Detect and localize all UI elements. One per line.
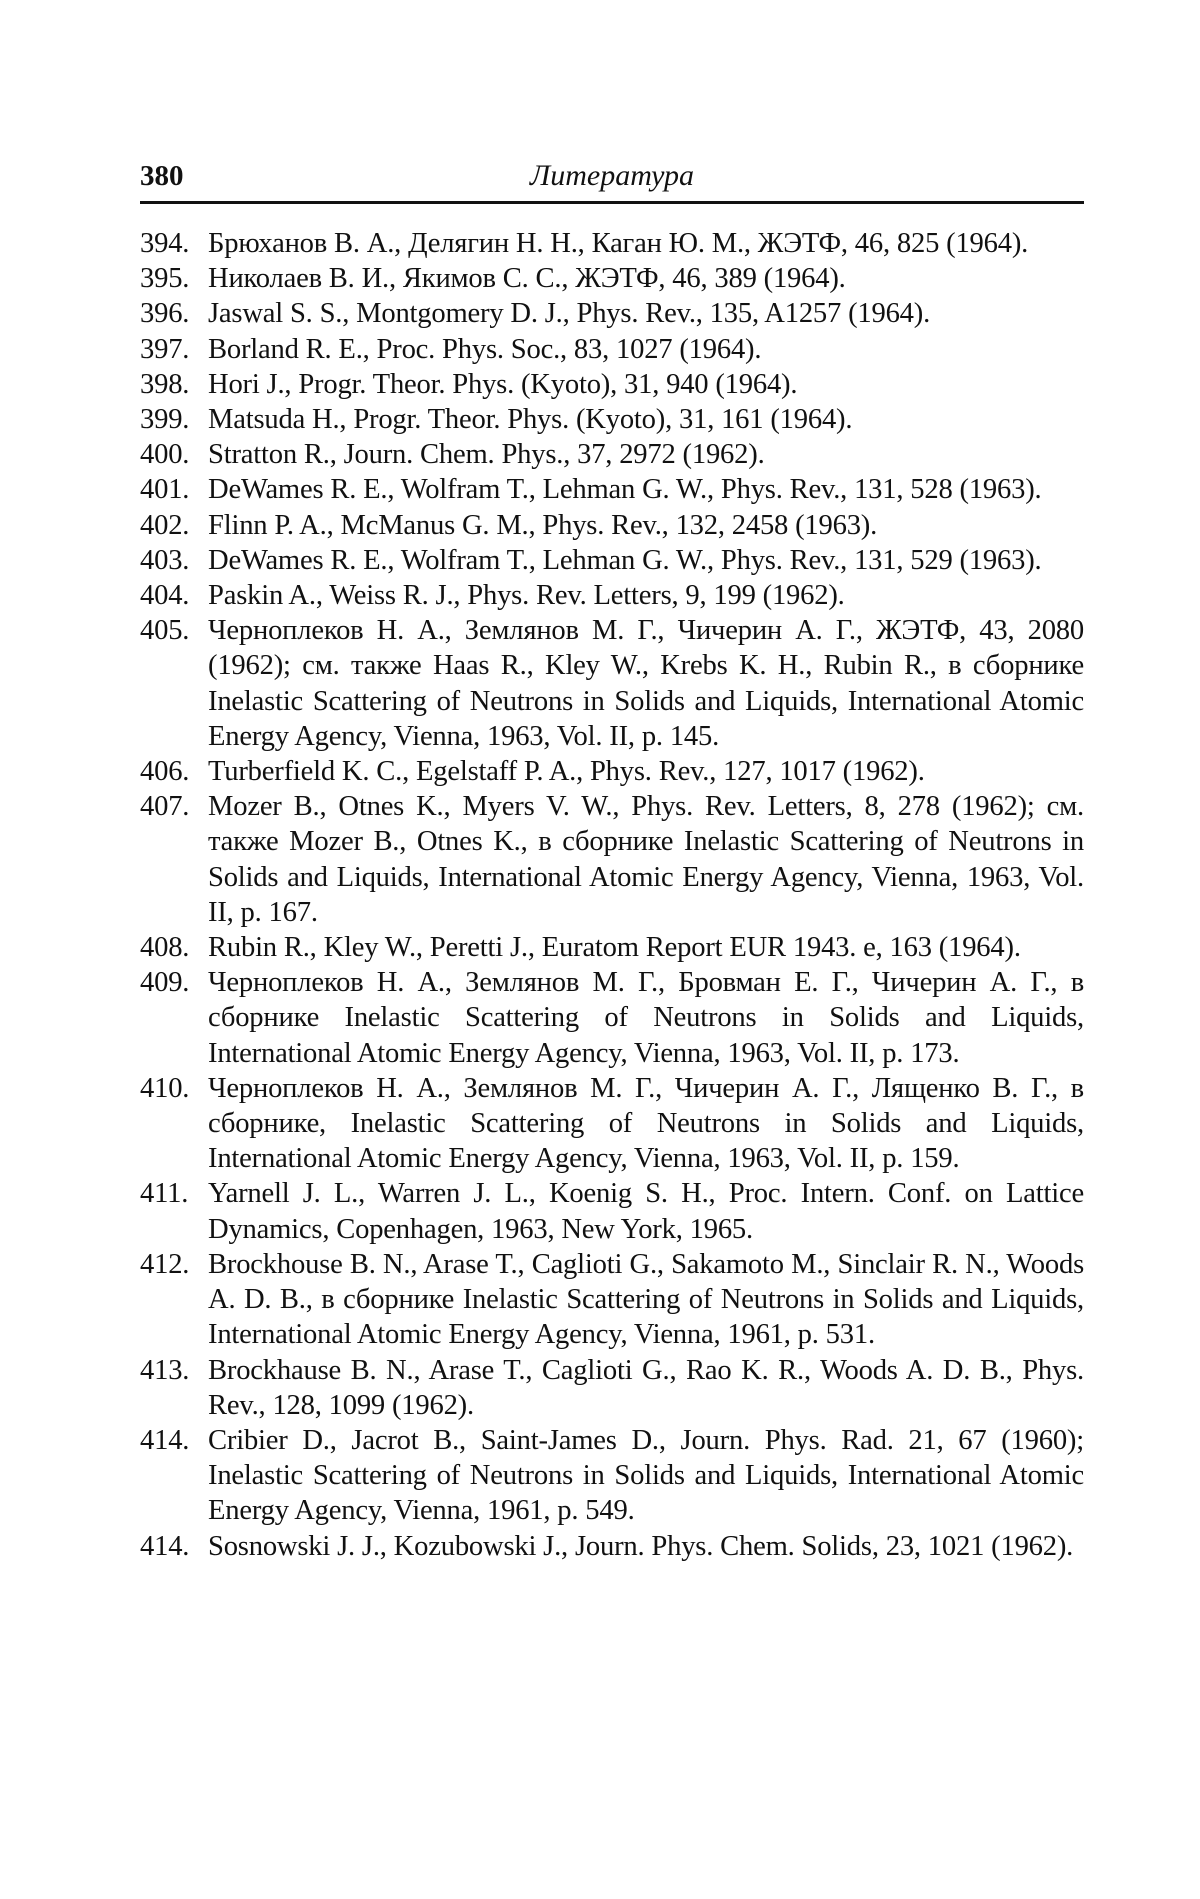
- page-number: 380: [140, 160, 184, 192]
- reference-number: 397.: [140, 333, 190, 365]
- reference-item: [140, 226, 1084, 261]
- reference-item: [140, 261, 1084, 296]
- reference-number: 401.: [140, 474, 190, 506]
- reference-item: [140, 1176, 1084, 1246]
- reference-item: [140, 543, 1084, 578]
- reference-text: Paskin A., Weiss R. J., Phys. Rev. Letters, 9, 199 (1962).: [208, 580, 845, 612]
- reference-text: Flinn P. A., McManus G. M., Phys. Rev., 132, 2458 (1963).: [208, 509, 878, 541]
- reference-number: 400.: [140, 439, 190, 471]
- reference-text: Turberfield K. C., Egelstaff P. A., Phys. Rev., 127, 1017 (1962).: [208, 756, 925, 788]
- reference-item: [140, 296, 1084, 331]
- reference-number: 399.: [140, 404, 190, 436]
- reference-number: 407.: [140, 791, 190, 823]
- reference-text: Mozer B., Otnes K., Myers V. W., Phys. Rev. Letters, 8, 278 (1962); см. также Mozer B., Otnes K., в сборнике Inelastic Scattering of Neutrons in Solids and Liquids, International Atomic Energy Agency, Vienna, 1963, Vol. II, p. 167.: [208, 791, 1084, 928]
- reference-number: 413.: [140, 1354, 190, 1386]
- reference-text: Черноплеков Н. А., Землянов М. Г., Чичерин А. Г., Лященко В. Г., в сборнике, Inelastic Scattering of Neutrons in Solids and Liquids, International Atomic Energy Agency, Vienna, 1963, Vol. II, p. 159.: [208, 1072, 1084, 1175]
- reference-number: 398.: [140, 368, 190, 400]
- reference-text: Cribier D., Jacrot B., Saint-James D., Journ. Phys. Rad. 21, 67 (1960); Inelastic Scattering of Neutrons in Solids and Liquids, International Atomic Energy Agency, Vienna, 1961, p. 549.: [208, 1424, 1084, 1527]
- reference-text: Черноплеков Н. А., Землянов М. Г., Бровман Е. Г., Чичерин А. Г., в сборнике Inelastic Scattering of Neutrons in Solids and Liquids, International Atomic Energy Agency, Vienna, 1963, Vol. II, p. 173.: [208, 967, 1084, 1069]
- reference-number: 408.: [140, 932, 190, 964]
- reference-list: [140, 226, 1084, 1564]
- reference-text: Brockhause B. N., Arase T., Caglioti G., Rao K. R., Woods A. D. B., Phys. Rev., 128, 1099 (1962).: [208, 1354, 1084, 1421]
- reference-item: [140, 1071, 1084, 1177]
- reference-text: Brockhouse B. N., Arase T., Caglioti G., Sakamoto M., Sinclair R. N., Woods A. D. B., в сборнике Inelastic Scattering of Neutrons in Solids and Liquids, International Atomic Energy Agency, Vienna, 1961, p. 531.: [208, 1248, 1084, 1351]
- reference-number: 409.: [140, 967, 190, 999]
- reference-number: 412.: [140, 1248, 190, 1280]
- reference-item: [140, 472, 1084, 507]
- reference-number: 411.: [140, 1178, 189, 1210]
- reference-item: [140, 1529, 1084, 1564]
- reference-number: 404.: [140, 580, 190, 612]
- reference-item: [140, 332, 1084, 367]
- page-header: [140, 156, 1084, 200]
- reference-number: 394.: [140, 228, 190, 259]
- reference-item: [140, 930, 1084, 965]
- reference-item: [140, 754, 1084, 789]
- reference-text: Николаев В. И., Якимов С. С., ЖЭТФ, 46, 389 (1964).: [208, 263, 846, 295]
- reference-item: [140, 367, 1084, 402]
- reference-number: 414.: [140, 1530, 190, 1562]
- reference-item: [140, 1353, 1084, 1423]
- reference-text: Matsuda H., Progr. Theor. Phys. (Kyoto), 31, 161 (1964).: [208, 404, 853, 436]
- reference-number: 395.: [140, 263, 190, 295]
- running-title: Литература: [529, 159, 695, 192]
- reference-text: Брюханов В. А., Делягин Н. Н., Каган Ю. М., ЖЭТФ, 46, 825 (1964).: [208, 228, 1029, 259]
- reference-item: [140, 508, 1084, 543]
- reference-item: [140, 437, 1084, 472]
- reference-text: Stratton R., Journ. Chem. Phys., 37, 2972 (1962).: [208, 439, 765, 471]
- reference-item: [140, 613, 1084, 754]
- reference-item: [140, 402, 1084, 437]
- header-rule: [140, 201, 1084, 204]
- reference-number: 396.: [140, 298, 190, 330]
- reference-item: [140, 1247, 1084, 1353]
- reference-number: 410.: [140, 1072, 190, 1104]
- reference-number: 406.: [140, 756, 190, 788]
- reference-text: Hori J., Progr. Theor. Phys. (Kyoto), 31, 940 (1964).: [208, 368, 798, 400]
- reference-item: [140, 789, 1084, 930]
- reference-item: [140, 965, 1084, 1071]
- reference-text: DeWames R. E., Wolfram T., Lehman G. W., Phys. Rev., 131, 528 (1963).: [208, 474, 1042, 506]
- reference-item: [140, 1423, 1084, 1529]
- reference-item: [140, 578, 1084, 613]
- reference-text: Sosnowski J. J., Kozubowski J., Journ. Phys. Chem. Solids, 23, 1021 (1962).: [208, 1530, 1074, 1562]
- reference-number: 405.: [140, 615, 190, 647]
- reference-text: DeWames R. E., Wolfram T., Lehman G. W., Phys. Rev., 131, 529 (1963).: [208, 544, 1042, 576]
- reference-text: Jaswal S. S., Montgomery D. J., Phys. Rev., 135, A1257 (1964).: [208, 298, 931, 330]
- reference-text: Borland R. E., Proc. Phys. Soc., 83, 1027 (1964).: [208, 333, 762, 365]
- reference-text: Yarnell J. L., Warren J. L., Koenig S. H., Proc. Intern. Conf. on Lattice Dynamics, Copenhagen, 1963, New York, 1965.: [208, 1178, 1084, 1245]
- reference-number: 402.: [140, 509, 190, 541]
- reference-number: 403.: [140, 544, 190, 576]
- reference-text: Rubin R., Kley W., Peretti J., Euratom Report EUR 1943. e, 163 (1964).: [208, 932, 1021, 964]
- reference-text: Черноплеков Н. А., Землянов М. Г., Чичерин А. Г., ЖЭТФ, 43, 2080 (1962); см. также Haas R., Kley W., Krebs K. H., Rubin R., в сборнике Inelastic Scattering of Neutrons in Solids and Liquids, International Atomic Energy Agency, Vienna, 1963, Vol. II, p. 145.: [208, 615, 1084, 752]
- reference-number: 414.: [140, 1424, 190, 1456]
